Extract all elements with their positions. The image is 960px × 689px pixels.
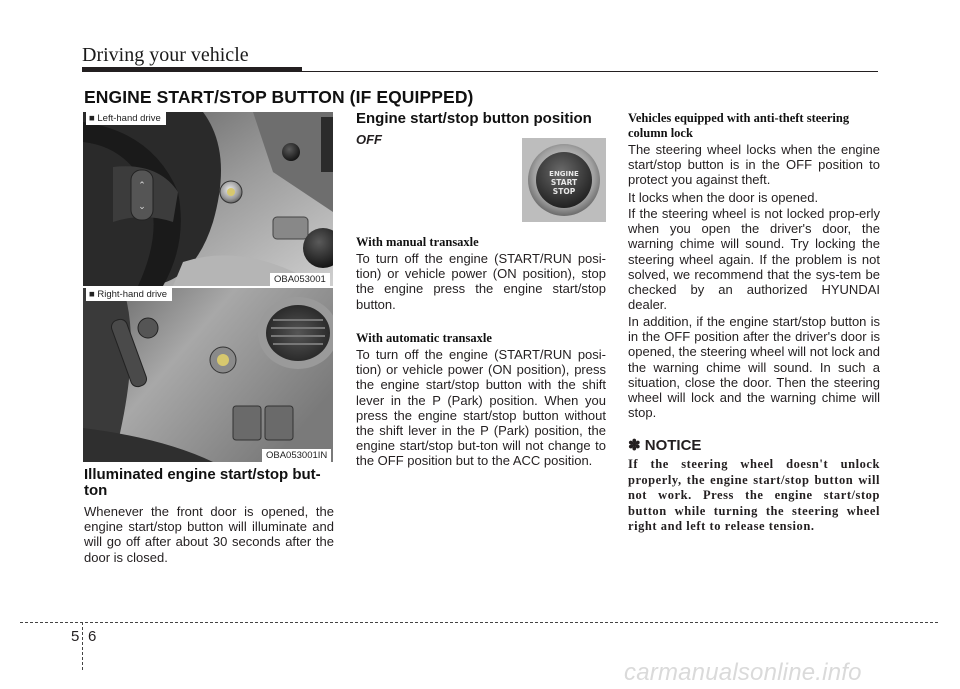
button-text-line-1: ENGINE bbox=[549, 170, 579, 178]
section-title: ENGINE START/STOP BUTTON (IF EQUIPPED) bbox=[84, 87, 474, 107]
steering-lock-paragraph-1: The steering wheel locks when the engine start/stop button is in the OFF position to protect you against theft. bbox=[628, 142, 880, 188]
button-text-line-3: STOP bbox=[552, 187, 576, 196]
illuminated-button-body: Whenever the front door is opened, the engine start/stop button will illuminate and will go off after about 30 seconds after the door is closed. bbox=[84, 504, 334, 565]
steering-lock-heading: Vehicles equipped with anti-theft steering column lock bbox=[628, 111, 850, 140]
steering-lock-paragraph-4: In addition, if the engine start/stop button is in the OFF position after the driver's door is opened, the steering wheel will not lock and the warning chime will sound. In such a situation, close the door. Then the steering wheel will lock and the warning chime will stop. bbox=[628, 314, 880, 421]
footer-divider bbox=[82, 622, 83, 670]
right-hand-drive-label: ■ Right-hand drive bbox=[86, 288, 172, 301]
button-text-line-2: START bbox=[550, 178, 578, 187]
notice-title: ✽ NOTICE bbox=[628, 437, 702, 454]
illuminated-button-heading: Illuminated engine start/stop but-ton bbox=[84, 466, 321, 499]
automatic-transaxle-body: To turn off the engine (START/RUN posi-tion) or vehicle power (ON position), press the engine start/stop button with the shift lever in the P (Park) position. When you press the engine start/stop button without the shift lever in the P (Park) position, the engine start/stop but-ton will not change to the OFF position but to the ACC position. bbox=[356, 347, 606, 469]
right-hand-drive-photo bbox=[83, 288, 333, 462]
footer-rule bbox=[20, 622, 938, 623]
svg-text:⌃: ⌃ bbox=[138, 181, 146, 191]
start-stop-button-photo bbox=[522, 138, 606, 222]
page-number: 6 bbox=[88, 628, 97, 645]
left-hand-drive-code: OBA053001 bbox=[270, 273, 330, 286]
button-position-heading: Engine start/stop button position bbox=[356, 110, 592, 127]
header-rule bbox=[82, 71, 878, 72]
manual-transaxle-heading: With manual transaxle bbox=[356, 235, 479, 249]
steering-lock-paragraph-3: If the steering wheel is not locked prop-erly when you open the driver's door, the warning chime will sound. Try locking the steering wheel again. If the problem is not solved, we recommend that the sys-tem be checked by an authorized HYUNDAI dealer. bbox=[628, 206, 880, 313]
dashboard-vent-illustration bbox=[83, 288, 333, 462]
off-position-label: OFF bbox=[356, 132, 382, 147]
left-hand-drive-photo bbox=[83, 112, 333, 286]
chapter-number: 5 bbox=[71, 628, 80, 645]
manual-transaxle-body: To turn off the engine (START/RUN posi-tion) or vehicle power (ON position), stop the engine press the engine start/stop button. bbox=[356, 251, 606, 312]
dashboard-steering-illustration bbox=[83, 112, 333, 286]
right-hand-drive-code: OBA053001IN bbox=[262, 449, 331, 462]
svg-text:⌄: ⌄ bbox=[138, 202, 146, 212]
chapter-title: Driving your vehicle bbox=[82, 44, 249, 66]
automatic-transaxle-heading: With automatic transaxle bbox=[356, 331, 492, 345]
watermark: carmanualsonline.info bbox=[624, 659, 862, 686]
left-hand-drive-label: ■ Left-hand drive bbox=[86, 112, 166, 125]
start-stop-button-icon bbox=[522, 138, 606, 222]
steering-lock-paragraph-2: It locks when the door is opened. bbox=[628, 190, 819, 205]
notice-body: If the steering wheel doesn't unlock properly, the engine start/stop button will not work. Press the engine start/stop button while turning the steering wheel right and left to release tension. bbox=[628, 457, 880, 534]
